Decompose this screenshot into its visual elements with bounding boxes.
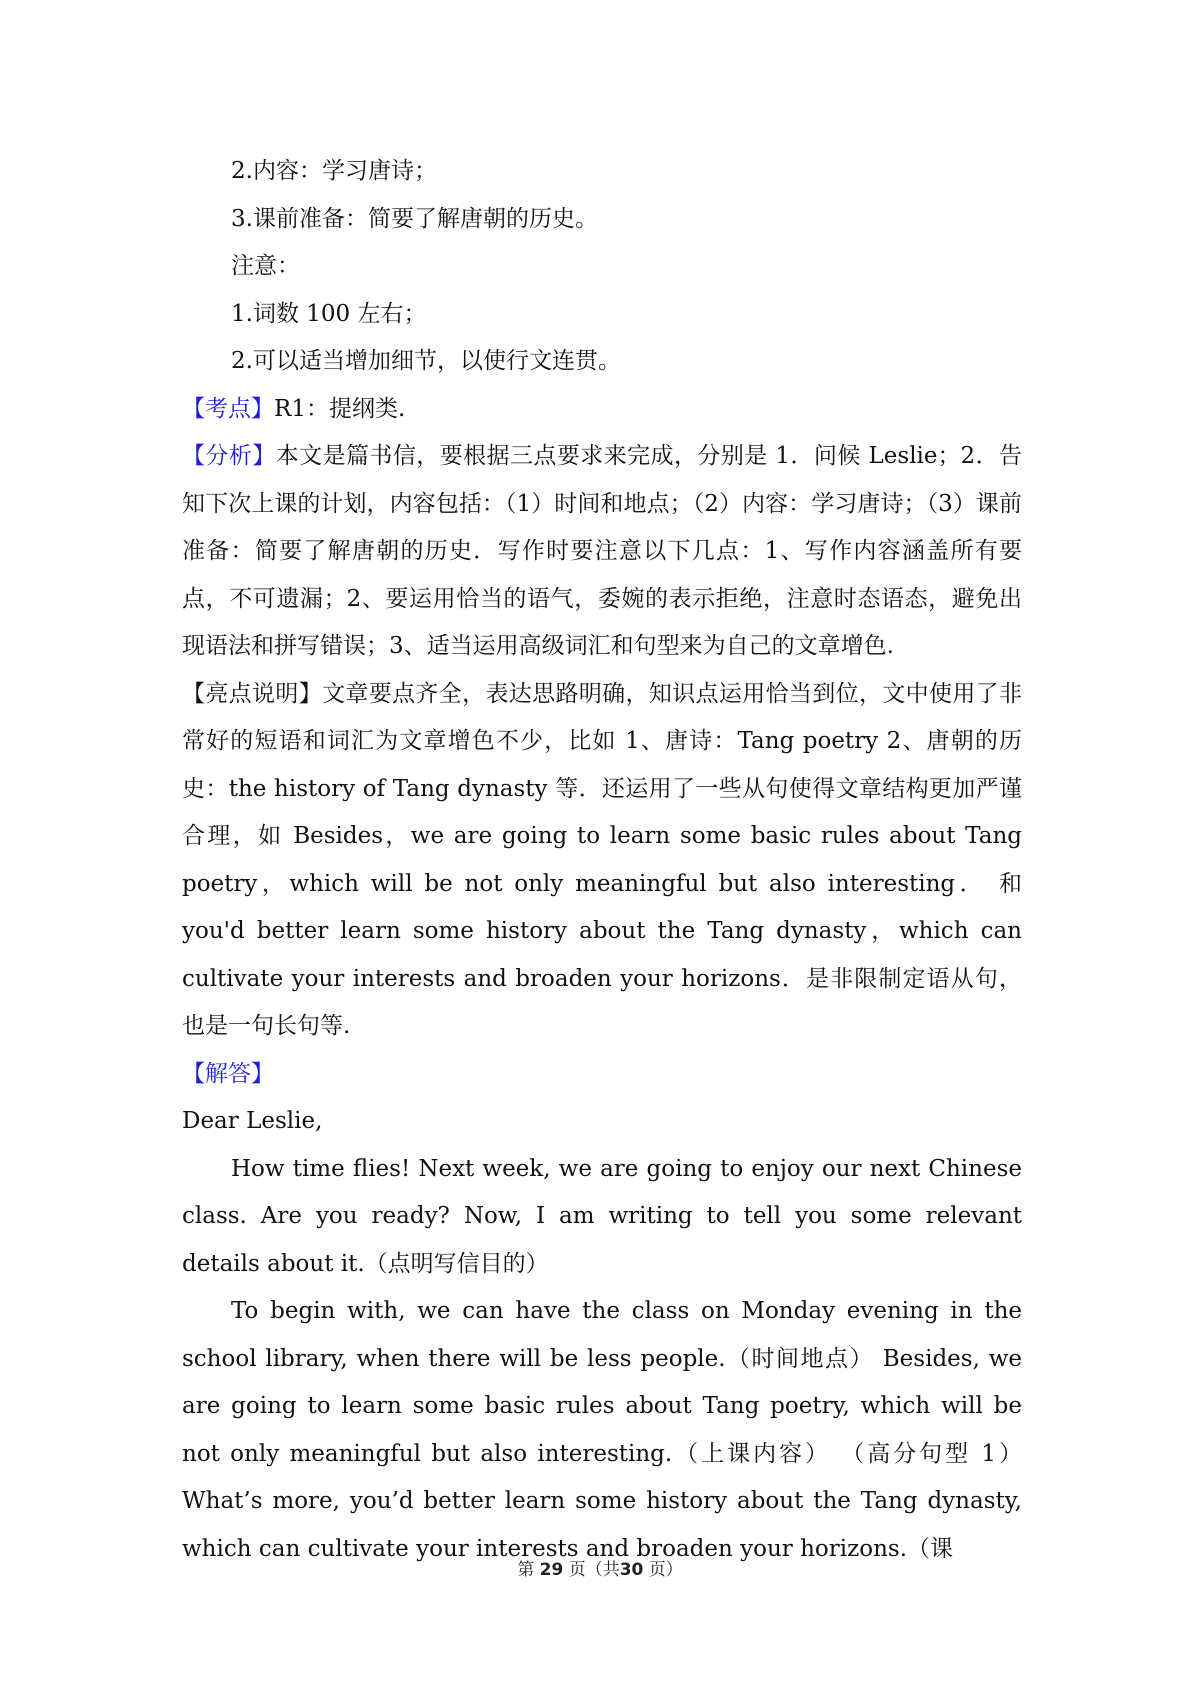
liangdian-text: 文章要点齐全，表达思路明确，知识点运用恰当到位，文中使用了非常好的短语和词汇为文章增色不少，比如 1、唐诗：Tang poetry 2、唐朝的历史：the history of Tang dynasty 等．还运用了一些从句使得文章结构更加严谨合理，如 Besides，we are going to learn some basic rules about Tang poetry，which will be not only meaningful but also interesting． 和 you'd better learn some history about the Tang dynasty，which can cultivate your interests and broaden your horizons．是非限制定语从句，也是一句长句等. bbox=[182, 680, 1023, 1039]
kaodian-section bbox=[182, 386, 1022, 434]
footer-page-number: 29 bbox=[539, 1560, 564, 1580]
letter-greeting: Dear Leslie, bbox=[182, 1108, 323, 1134]
letter-paragraph-2: To begin with, we can have the class on Monday evening in the school library, when there will be less people.（时间地点） Besides, we are going to learn some basic rules about Tang poetry, which will be not only meaningful but also interesting.（上课内容） （高分句型 1）What’s more, you’d better learn some history about the Tang dynasty, which can cultivate your interests and broaden your horizons.（课 bbox=[182, 1298, 1022, 1562]
fenxi-section bbox=[182, 433, 1022, 671]
kaodian-tag: 【考点】 bbox=[182, 395, 274, 422]
jieda-tag: 【解答】 bbox=[182, 1060, 274, 1087]
fenxi-tag: 【分析】 bbox=[182, 443, 276, 469]
kaodian-text: R1：提纲类. bbox=[274, 395, 406, 422]
notice-word-count: 1.词数 100 左右； bbox=[231, 300, 427, 327]
fenxi-text: 本文是篇书信，要根据三点要求来完成，分别是 1．问候 Leslie；2．告知下次上课的计划，内容包括：（1）时间和地点；（2）内容：学习唐诗；（3）课前准备：简要了解唐朝的历史．写作时要注意以下几点：1、写作内容涵盖所有要点，不可遗漏；2、要运用恰当的语气，委婉的表示拒绝，注意时态语态，避免出现语法和拼写错误；3、适当运用高级词汇和句型来为自己的文章增色. bbox=[182, 443, 1023, 659]
liangdian-section bbox=[182, 671, 1022, 1051]
requirement-preparation-line: 3.课前准备：简要了解唐朝的历史。 bbox=[231, 205, 598, 232]
page-footer bbox=[0, 1555, 1200, 1580]
liangdian-tag: 【亮点说明】 bbox=[182, 680, 323, 707]
footer-middle: 页（共 bbox=[568, 1560, 620, 1580]
footer-suffix: 页） bbox=[648, 1560, 683, 1580]
footer-prefix: 第 bbox=[517, 1560, 535, 1580]
letter-paragraph-1: How time flies! Next week, we are going to enjoy our next Chinese class. Are you ready? Now, I am writing to tell you some relevant details about it.（点明写信目的） bbox=[182, 1155, 1022, 1277]
footer-total-pages: 30 bbox=[619, 1560, 644, 1580]
jieda-section bbox=[182, 1051, 1022, 1099]
page-content bbox=[182, 148, 1022, 1573]
notice-heading: 注意： bbox=[231, 253, 300, 279]
requirement-content-line: 2.内容：学习唐诗； bbox=[231, 158, 437, 184]
notice-add-details: 2.可以适当增加细节，以使行文连贯。 bbox=[231, 348, 621, 374]
